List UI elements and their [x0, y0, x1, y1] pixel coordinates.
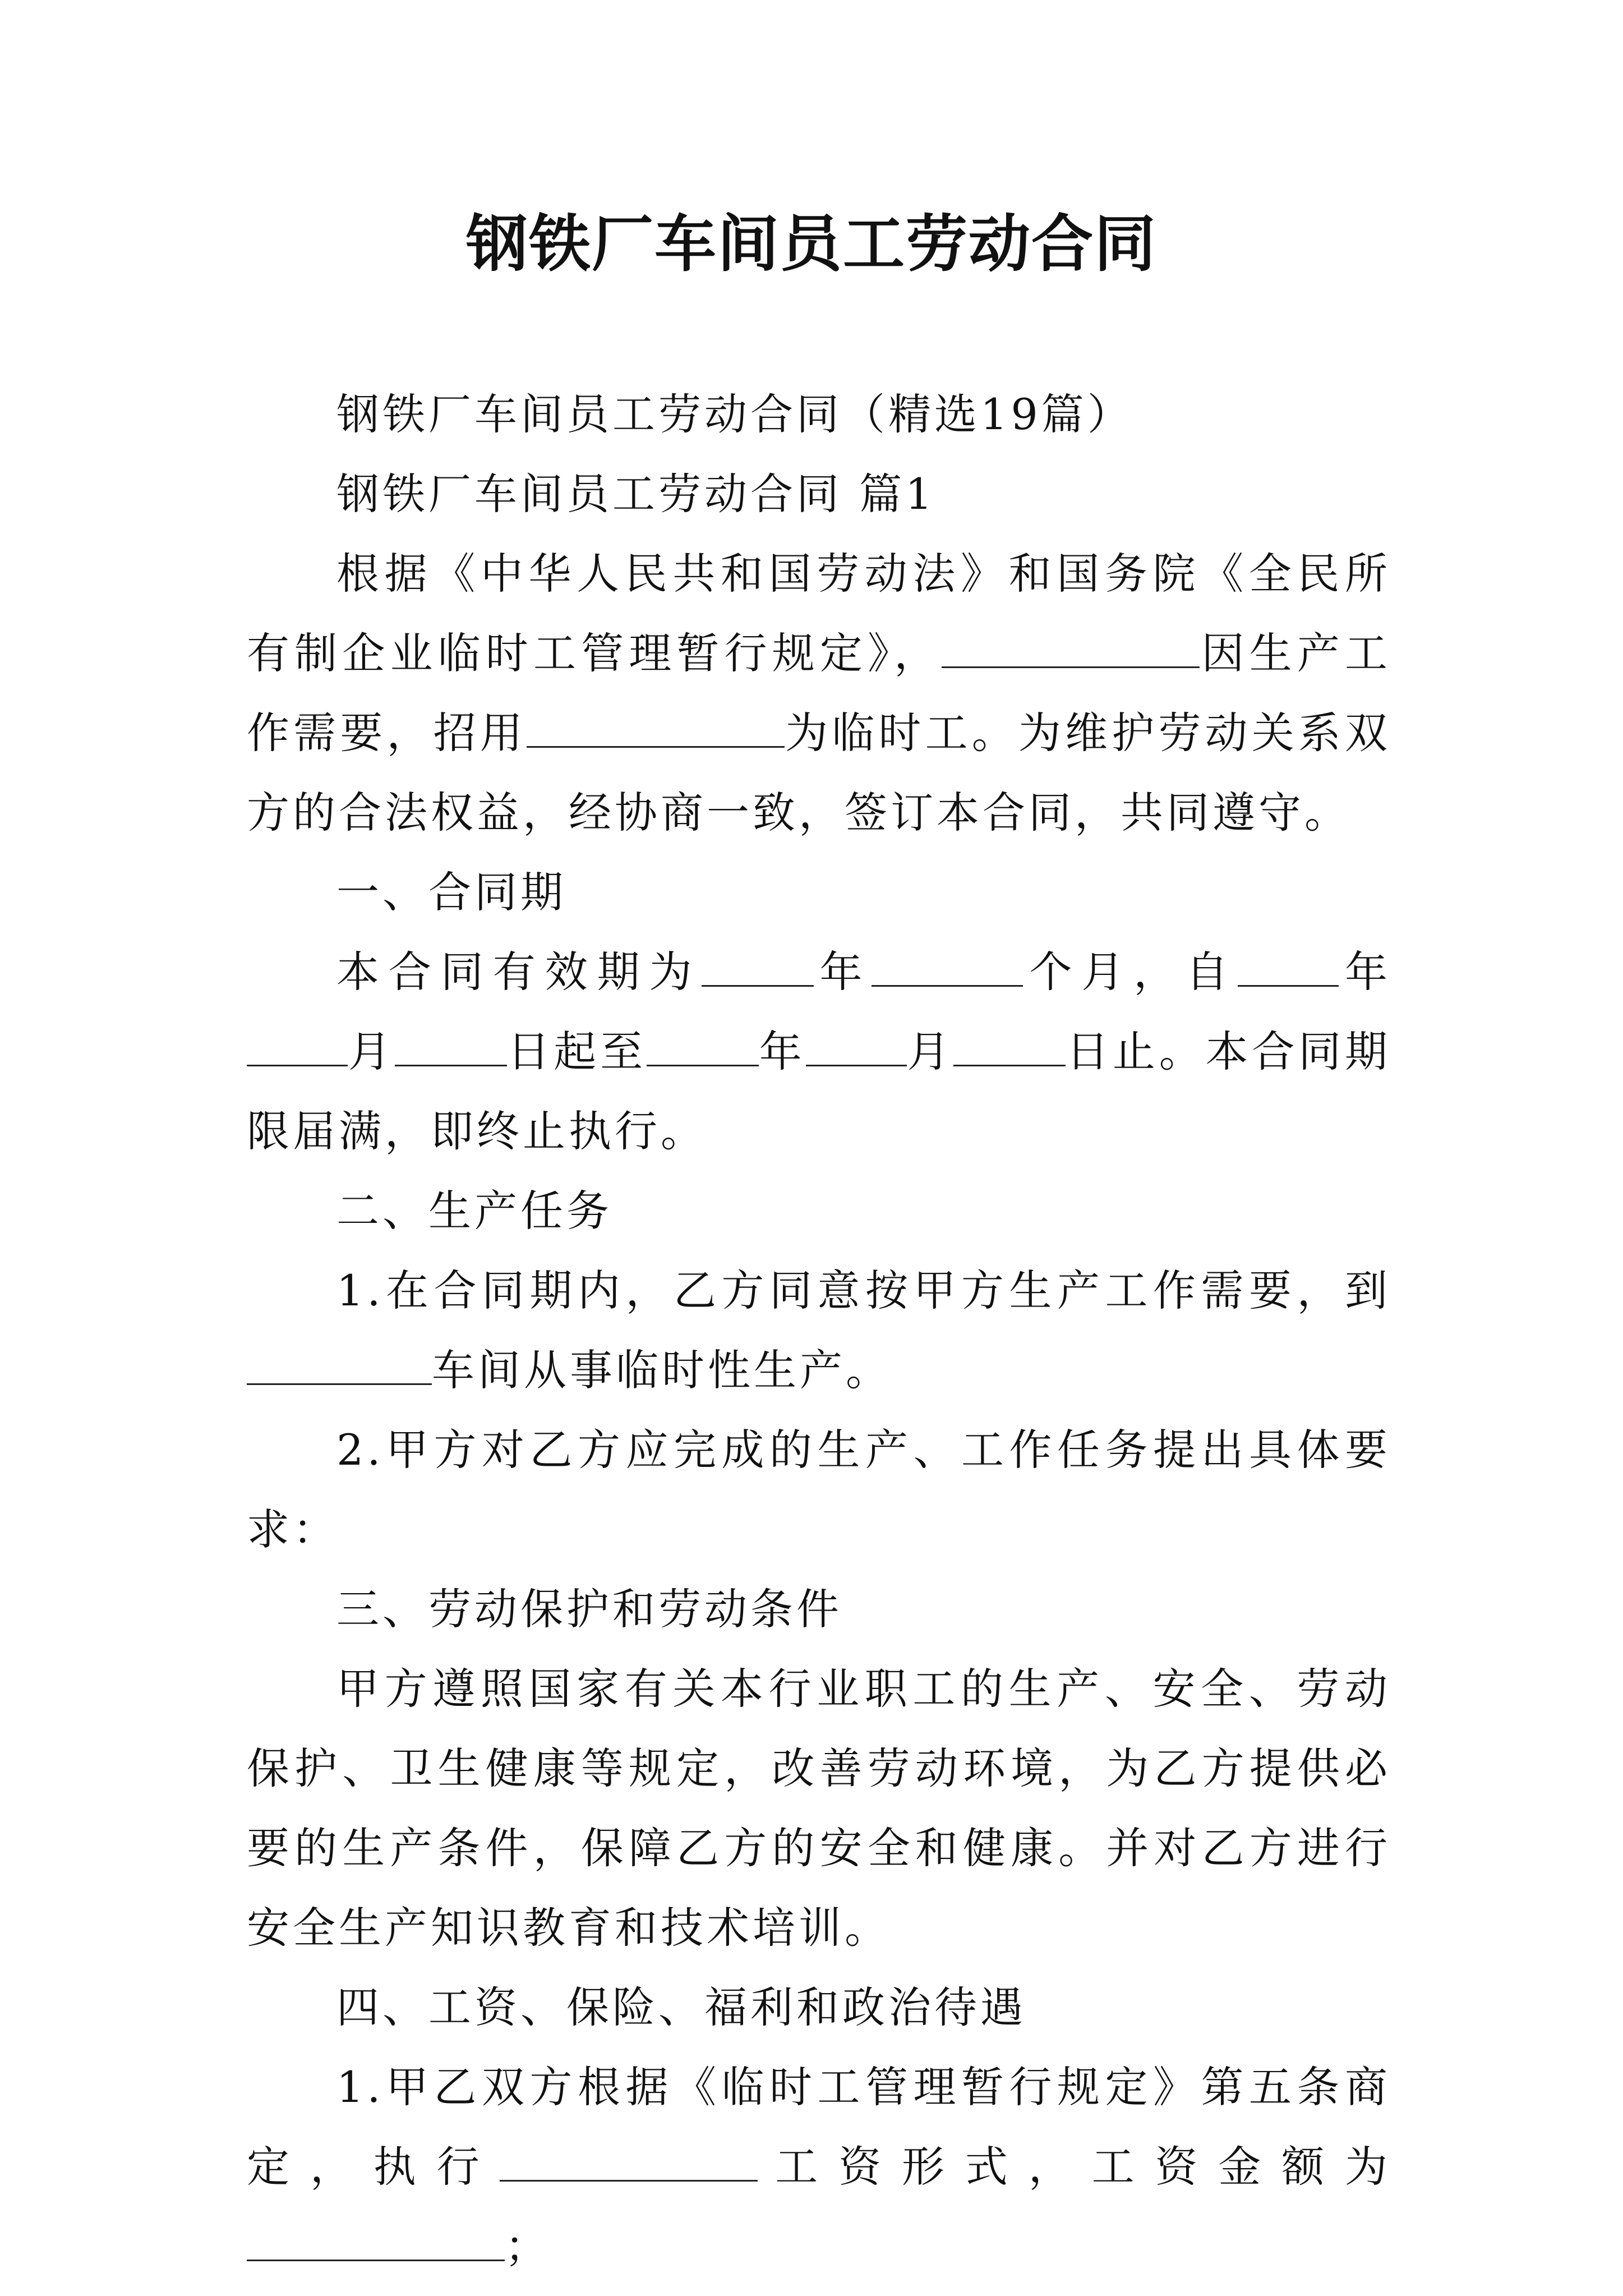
document-title: 钢铁厂车间员工劳动合同 [466, 208, 1157, 280]
blank-workshop[interactable] [247, 1344, 432, 1385]
period-text-4: 年 [1339, 947, 1391, 997]
blank-end-year[interactable] [647, 1025, 759, 1066]
blank-start-month[interactable] [247, 1025, 348, 1066]
period-text-8: 月 [906, 1027, 954, 1076]
blank-employee[interactable] [527, 707, 785, 748]
wages-text-2: 工资形式，工资金额为 [758, 2142, 1391, 2192]
labor-protection-paragraph: 甲方遵照国家有关本行业职工的生产、安全、劳动保护、卫生健康等规定，改善劳动环境，为乙方提供必要的生产条件，保障乙方的安全和健康。并对乙方进行安全生产知识教育和技术培训。 [247, 1664, 1391, 1953]
wages-text-1: 1.甲乙双方根据《临时工管理暂行规定》第五条商定，执行 [247, 2062, 1391, 2192]
period-text-1: 本合同有效期为 [336, 947, 702, 997]
section-title-paragraph: 钢铁厂车间员工劳动合同 篇1 [336, 469, 936, 519]
contract-period-paragraph [247, 932, 1391, 1171]
blank-employer[interactable] [942, 627, 1200, 668]
blank-start-year[interactable] [1238, 946, 1339, 987]
blank-end-day[interactable] [953, 1025, 1066, 1066]
heading-wages-benefits: 四、工资、保险、福利和政治待遇 [336, 1982, 1026, 2032]
wages-paragraph-1 [247, 2047, 1391, 2286]
blank-wage-form[interactable] [500, 2141, 758, 2182]
period-text-6: 日起至 [506, 1027, 647, 1076]
blank-start-day[interactable] [395, 1025, 507, 1066]
blank-years[interactable] [702, 946, 814, 987]
period-text-5: 月 [348, 1027, 395, 1076]
task-paragraph-1 [247, 1251, 1391, 1410]
period-text-7: 年 [758, 1027, 806, 1076]
subtitle-paragraph: 钢铁厂车间员工劳动合同（精选19篇） [336, 389, 1133, 439]
task-paragraph-2: 2.甲方对乙方应完成的生产、工作任务提出具体要求： [247, 1425, 1391, 1554]
wages-text-3: ； [505, 2221, 551, 2271]
blank-end-month[interactable] [806, 1025, 907, 1066]
heading-contract-period: 一、合同期 [336, 867, 566, 917]
intro-paragraph [247, 534, 1391, 853]
task-text-2: 车间从事临时性生产。 [432, 1345, 892, 1395]
blank-months[interactable] [872, 946, 1023, 987]
heading-labor-protection: 三、劳动保护和劳动条件 [336, 1584, 842, 1634]
period-text-2: 年 [813, 947, 872, 997]
intro-text-3: 为临时工。为维护劳动关系双方的合法权益，经协商一致，签订本合同，共同遵守。 [247, 708, 1391, 838]
intro-text-1: 根据《中华人民共和国劳动法》和国务院《全民所有制企业临时工管理暂行规定》， [247, 549, 1391, 678]
heading-production-tasks: 二、生产任务 [336, 1186, 612, 1236]
intro-text-2: 因生产工作需要，招用 [247, 628, 1391, 758]
task-text-1: 1.在合同期内，乙方同意按甲方生产工作需要，到 [336, 1266, 1391, 1315]
period-text-3: 个月，自 [1023, 947, 1238, 997]
period-text-9: 日止。本合同期限届满，即终止执行。 [247, 1027, 1391, 1156]
blank-wage-amount[interactable] [247, 2220, 505, 2261]
document-body [247, 375, 1391, 2286]
